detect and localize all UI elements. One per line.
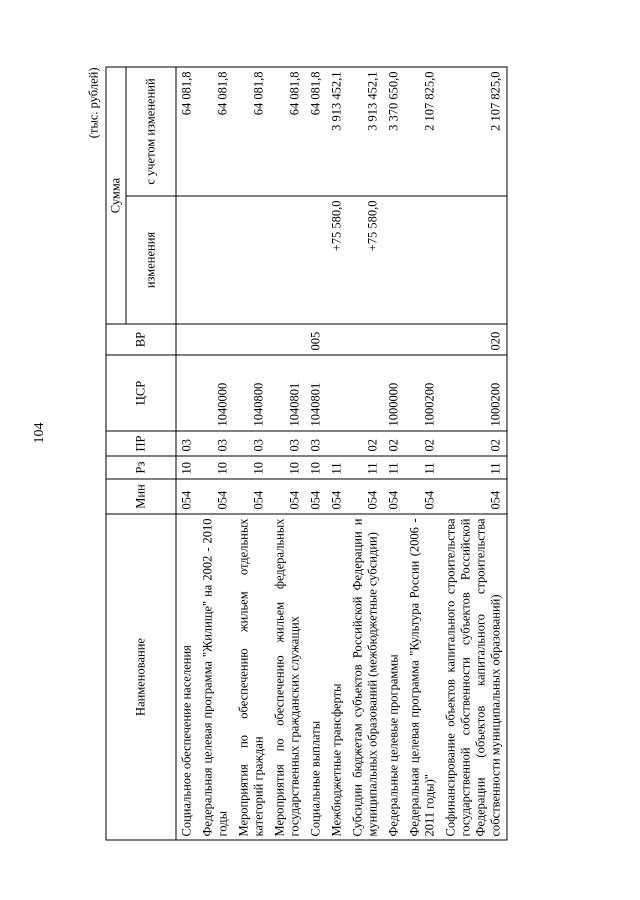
row-total: 64 081,8 [306,67,327,196]
row-csr [327,355,348,431]
row-total: 2 107 825,0 [441,67,508,196]
row-total: 64 081,8 [198,67,234,196]
row-rz: 11 [384,456,405,479]
row-name: Межбюджетные трансферты [327,514,348,840]
row-vr [348,324,384,355]
row-name: Социальное обеспечение населения [176,514,198,840]
row-total: 3 913 452,1 [327,67,348,196]
row-min: 054 [348,479,384,514]
header-pr: ПР [106,431,176,456]
row-pr: 03 [198,431,234,456]
row-change: +75 580,0 [327,196,348,324]
table-body [176,67,507,840]
row-vr [176,324,198,355]
row-csr [176,355,198,431]
row-change [405,196,441,324]
header-min: Мин [106,479,176,514]
row-total: 2 107 825,0 [405,67,441,196]
row-pr: 02 [384,431,405,456]
table-row [270,67,306,840]
header-sum: Сумма [106,67,126,324]
header-csr: ЦСР [106,355,176,431]
row-rz: 10 [306,456,327,479]
row-min: 054 [405,479,441,514]
row-pr: 02 [441,431,508,456]
table-row [441,67,508,840]
row-pr: 02 [405,431,441,456]
table-row [234,67,270,840]
row-csr: 1040800 [234,355,270,431]
row-vr [198,324,234,355]
row-change [198,196,234,324]
units-label: (тыс. рублей) [86,67,101,139]
row-pr: 02 [348,431,384,456]
row-total: 64 081,8 [234,67,270,196]
row-name: Софинансирование объектов капитального строительства государственной собственности субъектов Российской Федерации (объектов капитального строительства собственности муниципальных образований) [441,514,508,840]
row-csr: 1040801 [270,355,306,431]
row-min: 054 [198,479,234,514]
row-rz: 10 [176,456,198,479]
row-rz: 11 [327,456,348,479]
row-min: 054 [327,479,348,514]
budget-table [106,67,508,841]
row-vr [234,324,270,355]
row-change [176,196,198,324]
header-change: изменения [126,196,176,324]
row-rz: 10 [198,456,234,479]
row-name: Федеральная целевая программа "Культура России (2006 - 2011 годы)" [405,514,441,840]
table-row [198,67,234,840]
row-change [384,196,405,324]
row-csr: 1000200 [405,355,441,431]
row-name: Мероприятия по обеспечению жильем отдельных категорий граждан [234,514,270,840]
row-pr: 03 [234,431,270,456]
row-pr: 03 [176,431,198,456]
row-name: Субсидии бюджетам субъектов Российской Федерации и муниципальных образований (межбюджетные субсидии) [348,514,384,840]
row-change [270,196,306,324]
table-row [348,67,384,840]
row-vr [270,324,306,355]
row-total: 64 081,8 [270,67,306,196]
row-vr: 005 [306,324,327,355]
row-change [441,196,508,324]
row-pr: 03 [306,431,327,456]
page-number: 104 [32,422,47,444]
row-csr [348,355,384,431]
row-min: 054 [384,479,405,514]
table-row [327,67,348,840]
row-name: Социальные выплаты [306,514,327,840]
row-csr: 1040000 [198,355,234,431]
row-name: Федеральная целевая программа "Жилище" на 2002 - 2010 годы [198,514,234,840]
row-total: 3 370 650,0 [384,67,405,196]
row-vr: 020 [441,324,508,355]
table-row [384,67,405,840]
row-min: 054 [176,479,198,514]
header-vr: ВР [106,324,176,355]
row-name: Мероприятия по обеспечению жильем федеральных государственных гражданских служащих [270,514,306,840]
row-rz: 11 [348,456,384,479]
row-total: 64 081,8 [176,67,198,196]
row-total: 3 913 452,1 [348,67,384,196]
row-csr: 1000000 [384,355,405,431]
row-change: +75 580,0 [348,196,384,324]
row-min: 054 [270,479,306,514]
row-pr: 03 [270,431,306,456]
header-with-change: с учетом изменений [126,67,176,196]
row-min: 054 [441,479,508,514]
row-pr [327,431,348,456]
rotated-page [86,66,556,841]
row-vr [384,324,405,355]
row-rz: 11 [441,456,508,479]
header-rz: Рз [106,456,176,479]
row-min: 054 [306,479,327,514]
row-rz: 10 [234,456,270,479]
row-change [306,196,327,324]
row-name: Федеральные целевые программы [384,514,405,840]
row-rz: 10 [270,456,306,479]
header-name: Наименование [106,514,176,840]
row-min: 054 [234,479,270,514]
row-csr: 1040801 [306,355,327,431]
row-rz: 11 [405,456,441,479]
row-vr [327,324,348,355]
table-row [176,67,198,840]
row-vr [405,324,441,355]
row-csr: 1000200 [441,355,508,431]
table-row [405,67,441,840]
row-change [234,196,270,324]
table-row [306,67,327,840]
